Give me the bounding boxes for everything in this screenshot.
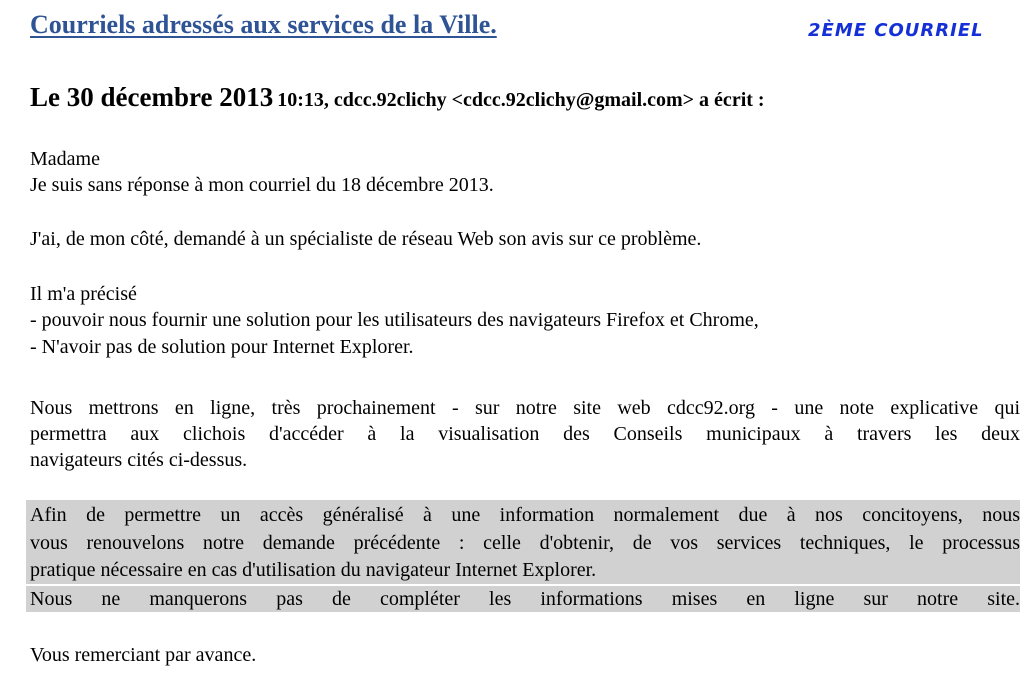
closing-line: Vous remerciant par avance. (30, 644, 257, 666)
paragraph-line: navigateurs cités ci-dessus. (30, 449, 248, 471)
paragraph-line: permettra aux clichois d'accéder à la visualisation des Conseils municipaux à travers les deux (30, 423, 1020, 445)
email-header (30, 82, 765, 113)
paragraph-line: vous renouvelons notre demande précédente : celle d'obtenir, de vos services techniques, le processus (30, 532, 1020, 554)
email-meta: 10:13, cdcc.92clichy <cdcc.92clichy@gmail.com> a écrit : (277, 89, 765, 111)
text-line: J'ai, de mon côté, demandé à un spécialiste de réseau Web son avis sur ce problème. (30, 228, 702, 250)
text-line: Il m'a précisé (30, 283, 137, 305)
paragraph-line: Afin de permettre un accès généralisé à une information normalement due à nos concitoyens, nous (30, 504, 1020, 526)
text-line: Je suis sans réponse à mon courriel du 18 décembre 2013. (30, 174, 494, 196)
email-date: Le 30 décembre 2013 (30, 82, 274, 112)
list-item: - pouvoir nous fournir une solution pour les utilisateurs des navigateurs Firefox et Chrome, (30, 309, 759, 331)
page-title: Courriels adressés aux services de la Ville. (30, 10, 497, 39)
paragraph-line: Nous mettrons en ligne, très prochainement - sur notre site web cdcc92.org - une note explicative qui (30, 397, 1020, 419)
list-item: - N'avoir pas de solution pour Internet Explorer. (30, 336, 414, 358)
greeting: Madame (30, 148, 100, 170)
status-badge: 2ÈME COURRIEL (808, 20, 984, 41)
paragraph-line: pratique nécessaire en cas d'utilisation du navigateur Internet Explorer. (30, 559, 597, 581)
paragraph-line: Nous ne manquerons pas de compléter les informations mises en ligne sur notre site. (30, 588, 1020, 610)
